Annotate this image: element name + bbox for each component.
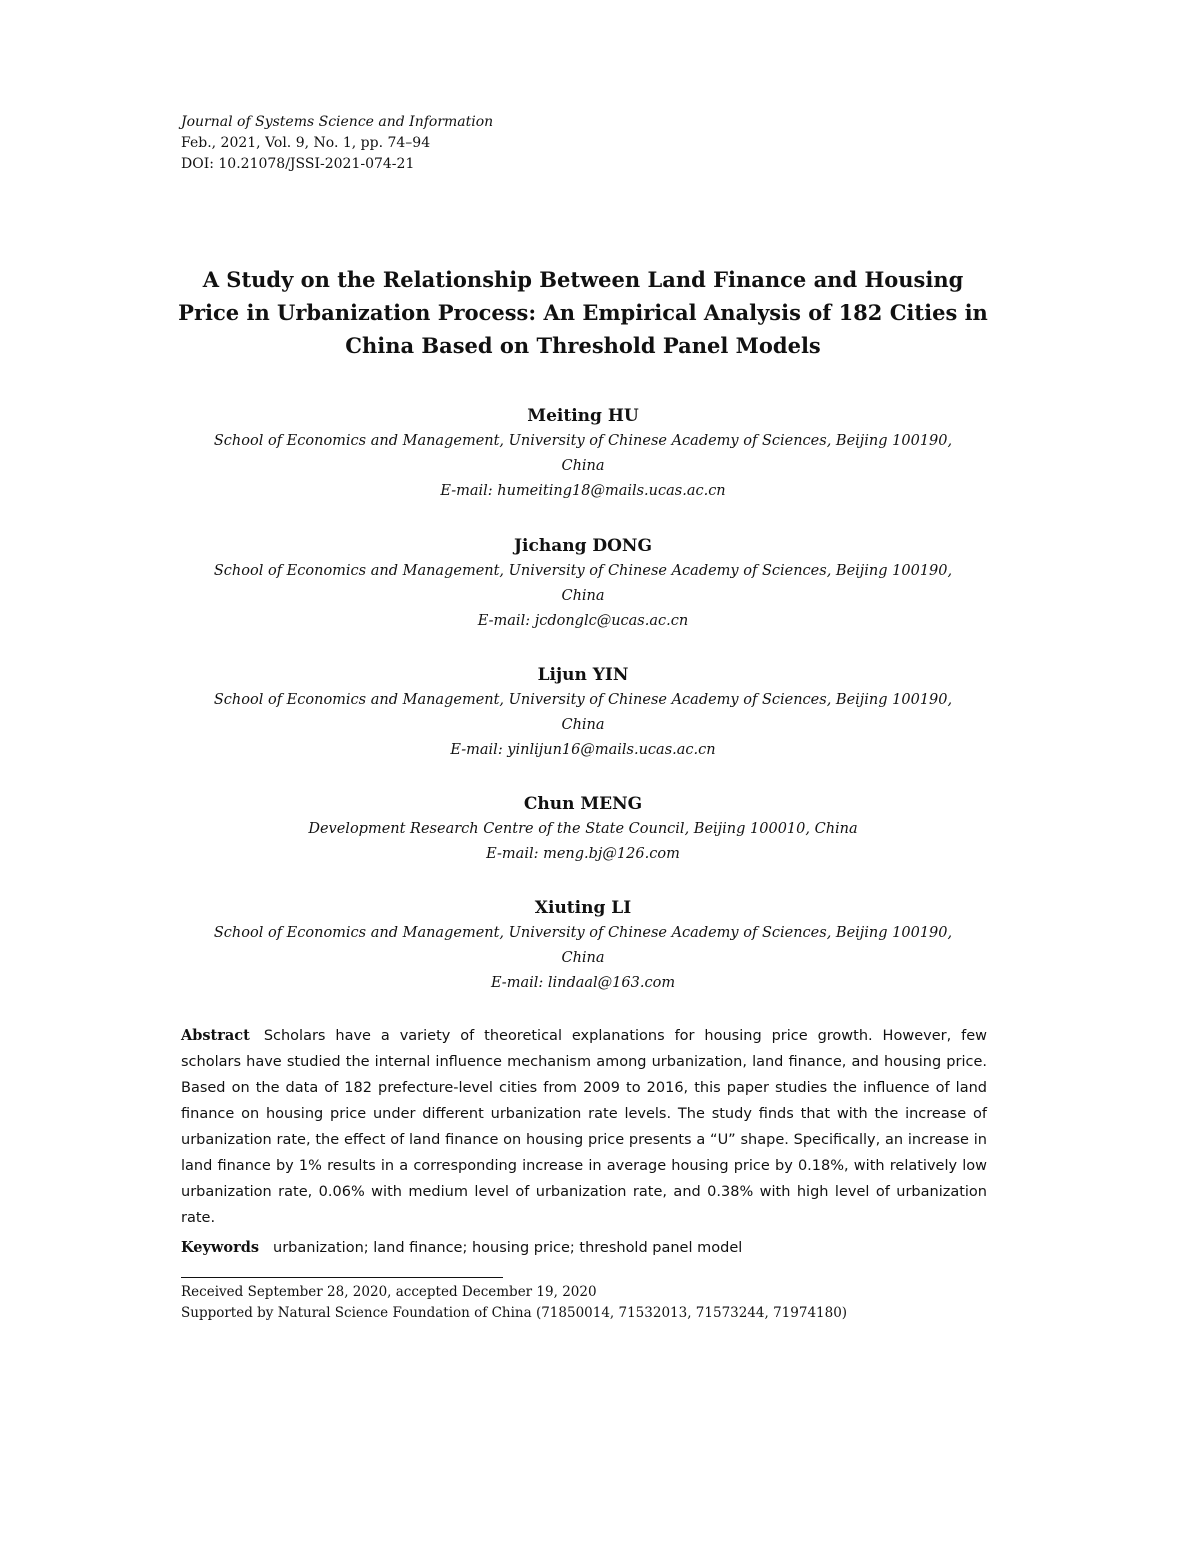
author-block-li <box>150 895 1016 996</box>
journal-header <box>181 112 493 175</box>
author-email: E-mail: humeiting18@mails.ucas.ac.cn <box>440 483 726 499</box>
author-name: Lijun YIN <box>537 665 629 685</box>
paper-title <box>150 263 1016 362</box>
author-affiliation: School of Economics and Management, University of Chinese Academy of Sciences, Beijing 100190, <box>213 563 953 579</box>
author-affiliation-country: China <box>561 458 605 474</box>
author-affiliation: School of Economics and Management, University of Chinese Academy of Sciences, Beijing 100190, <box>213 433 953 449</box>
author-email: E-mail: meng.bj@126.com <box>486 846 680 862</box>
author-affiliation-country: China <box>561 950 605 966</box>
keywords <box>181 1235 987 1261</box>
journal-issue: Feb., 2021, Vol. 9, No. 1, pp. 74–94 <box>181 135 431 151</box>
keywords-label: Keywords <box>181 1239 260 1256</box>
author-affiliation-country: China <box>561 588 605 604</box>
footnote-funding: Supported by Natural Science Foundation of China (71850014, 71532013, 71573244, 71974180) <box>181 1305 848 1321</box>
author-affiliation-country: China <box>561 717 605 733</box>
abstract-label: Abstract <box>181 1027 250 1044</box>
author-email: E-mail: jcdonglc@ucas.ac.cn <box>477 613 689 629</box>
author-block-hu <box>150 403 1016 504</box>
title-line-1: A Study on the Relationship Between Land Finance and Housing <box>202 267 964 292</box>
author-name: Jichang DONG <box>513 536 652 556</box>
footnote-divider <box>181 1277 503 1278</box>
author-affiliation: Development Research Centre of the State Council, Beijing 100010, China <box>308 821 858 837</box>
author-affiliation: School of Economics and Management, University of Chinese Academy of Sciences, Beijing 100190, <box>213 925 953 941</box>
author-block-dong <box>150 533 1016 634</box>
author-block-meng <box>150 791 1016 867</box>
footnotes <box>181 1282 847 1324</box>
author-block-yin <box>150 662 1016 763</box>
author-name: Chun MENG <box>523 794 643 814</box>
author-affiliation: School of Economics and Management, University of Chinese Academy of Sciences, Beijing 100190, <box>213 692 953 708</box>
journal-doi: DOI: 10.21078/JSSI-2021-074-21 <box>181 156 415 172</box>
author-name: Xiuting LI <box>534 898 632 918</box>
keywords-text: urbanization; land finance; housing price; threshold panel model <box>273 1240 743 1256</box>
abstract <box>181 1023 987 1231</box>
journal-name: Journal of Systems Science and Information <box>181 114 494 130</box>
author-email: E-mail: yinlijun16@mails.ucas.ac.cn <box>450 742 716 758</box>
footnote-received: Received September 28, 2020, accepted December 19, 2020 <box>181 1284 597 1300</box>
abstract-text: Scholars have a variety of theoretical explanations for housing price growth. However, few scholars have studied the internal influence mechanism among urbanization, land finance, and housing price. Based on the data of 182 prefecture-level cities from 2009 to 2016, this paper studies the influence of land finance on housing price under different urbanization rate levels. The study finds that with the increase of urbanization rate, the effect of land finance on housing price presents a “U” shape. Specifically, an increase in land finance by 1% results in a corresponding increase in average housing price by 0.18%, with relatively low urbanization rate, 0.06% with medium level of urbanization rate, and 0.38% with high level of urbanization rate. <box>181 1028 987 1226</box>
title-line-3: China Based on Threshold Panel Models <box>345 333 821 358</box>
author-email: E-mail: lindaal@163.com <box>490 975 676 991</box>
author-name: Meiting HU <box>527 406 639 426</box>
title-line-2: Price in Urbanization Process: An Empirical Analysis of 182 Cities in <box>178 300 988 325</box>
